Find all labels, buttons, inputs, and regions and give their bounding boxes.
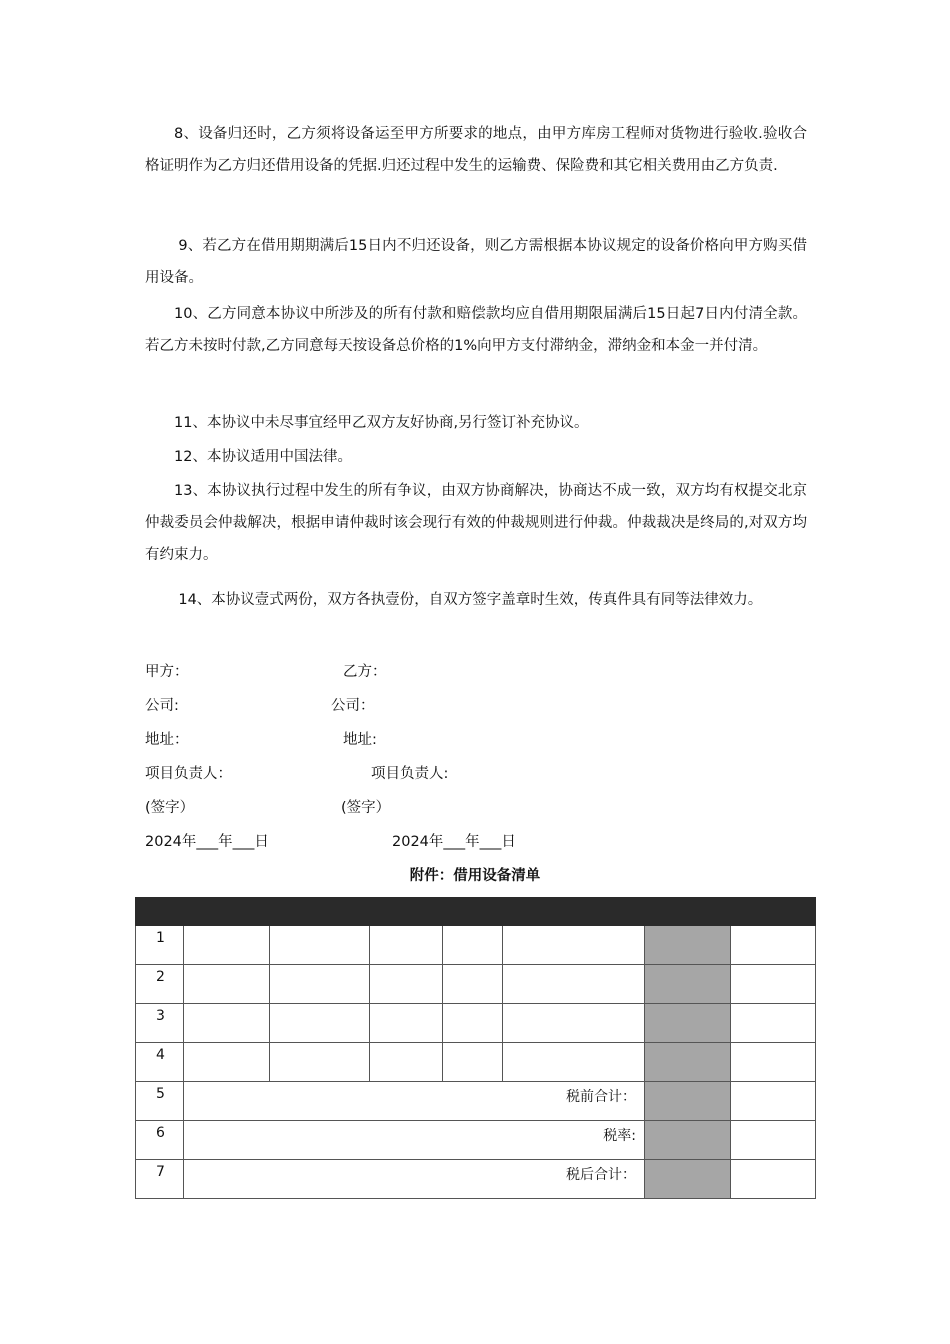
clause-11: 11、本协议中未尽事宜经甲乙双方友好协商,另行签订补充协议。 [174, 415, 589, 431]
table-header-row [136, 898, 816, 926]
table-cell [184, 1043, 270, 1082]
clause-12: 12、本协议适用中国法律。 [174, 449, 352, 465]
row-number: 6 [136, 1121, 184, 1160]
row-number: 1 [136, 926, 184, 965]
table-cell [503, 1043, 645, 1082]
summary-row [136, 1082, 816, 1121]
table-cell [731, 926, 816, 965]
party-a-sign: (签字） [145, 800, 195, 816]
party-b-label: 乙方： [343, 664, 387, 680]
table-cell [184, 926, 270, 965]
party-a-manager: 项目负责人： [145, 766, 232, 782]
header-cell [443, 898, 503, 926]
table-cell [443, 1043, 503, 1082]
table-cell [184, 965, 270, 1004]
equipment-table [135, 897, 816, 1199]
header-cell [184, 898, 270, 926]
clause-8: 8、设备归还时，乙方须将设备运至甲方所要求的地点，由甲方库房工程师对货物进行验收.验收合格证明作为乙方归还借用设备的凭据.归还过程中发生的运输费、保险费和其它相关费用由乙方负责. [145, 126, 807, 174]
party-a-company: 公司: [145, 698, 179, 714]
summary-row [136, 1160, 816, 1199]
tax-rate-label: 税率: [184, 1121, 645, 1160]
party-b-date: 2024年___年___日 [392, 834, 516, 850]
row-number: 7 [136, 1160, 184, 1199]
row-number: 2 [136, 965, 184, 1004]
table-row [136, 1043, 816, 1082]
clause-14: 14、本协议壹式两份，双方各执壹份，自双方签字盖章时生效，传真件具有同等法律效力。 [178, 592, 763, 608]
table-cell [370, 1043, 443, 1082]
shaded-cell [645, 926, 731, 965]
table-cell [184, 1004, 270, 1043]
header-cell [370, 898, 443, 926]
clause-10: 10、乙方同意本协议中所涉及的所有付款和赔偿款均应自借用期限届满后15日起7日内付清全款。若乙方未按时付款,乙方同意每天按设备总价格的1%向甲方支付滞纳金，滞纳金和本金一并付清。 [145, 306, 807, 354]
shaded-cell [645, 965, 731, 1004]
clause-13: 13、本协议执行过程中发生的所有争议，由双方协商解决，协商达不成一致，双方均有权提交北京仲裁委员会仲裁解决，根据申请仲裁时该会现行有效的仲裁规则进行仲裁。仲裁裁决是终局的,对双方均有约束力。 [145, 483, 807, 563]
aftertax-total-label: 税后合计： [184, 1160, 645, 1199]
header-cell [731, 898, 816, 926]
pretax-total-label: 税前合计： [184, 1082, 645, 1121]
party-a-date: 2024年___年___日 [145, 834, 269, 850]
table-cell [443, 1004, 503, 1043]
clause-9: 9、若乙方在借用期期满后15日内不归还设备，则乙方需根据本协议规定的设备价格向甲方购买借用设备。 [145, 238, 807, 286]
table-cell [270, 965, 370, 1004]
party-a-label: 甲方： [145, 664, 189, 680]
table-row [136, 926, 816, 965]
row-number: 5 [136, 1082, 184, 1121]
shaded-cell [645, 1121, 731, 1160]
table-cell [370, 965, 443, 1004]
table-cell [270, 1004, 370, 1043]
row-number: 3 [136, 1004, 184, 1043]
party-b-company: 公司： [331, 698, 375, 714]
table-cell [503, 1004, 645, 1043]
table-cell [731, 1121, 816, 1160]
summary-row [136, 1121, 816, 1160]
table-cell [731, 1043, 816, 1082]
header-cell [270, 898, 370, 926]
shaded-cell [645, 1043, 731, 1082]
table-cell [503, 926, 645, 965]
table-cell [503, 965, 645, 1004]
header-cell [503, 898, 645, 926]
row-number: 4 [136, 1043, 184, 1082]
table-cell [270, 926, 370, 965]
shaded-cell [645, 1160, 731, 1199]
header-cell [645, 898, 731, 926]
table-cell [443, 965, 503, 1004]
table-cell [370, 1004, 443, 1043]
table-row [136, 1004, 816, 1043]
table-cell [731, 1004, 816, 1043]
party-a-address: 地址： [145, 732, 189, 748]
table-cell [270, 1043, 370, 1082]
table-cell [731, 965, 816, 1004]
shaded-cell [645, 1082, 731, 1121]
table-cell [731, 1160, 816, 1199]
table-cell [731, 1082, 816, 1121]
attachment-title: 附件：借用设备清单 [409, 868, 541, 884]
header-cell [136, 898, 184, 926]
party-b-manager: 项目负责人: [371, 766, 449, 782]
table-cell [443, 926, 503, 965]
table-row [136, 965, 816, 1004]
party-b-sign: (签字） [341, 800, 391, 816]
table-cell [370, 926, 443, 965]
party-b-address: 地址: [343, 732, 377, 748]
shaded-cell [645, 1004, 731, 1043]
